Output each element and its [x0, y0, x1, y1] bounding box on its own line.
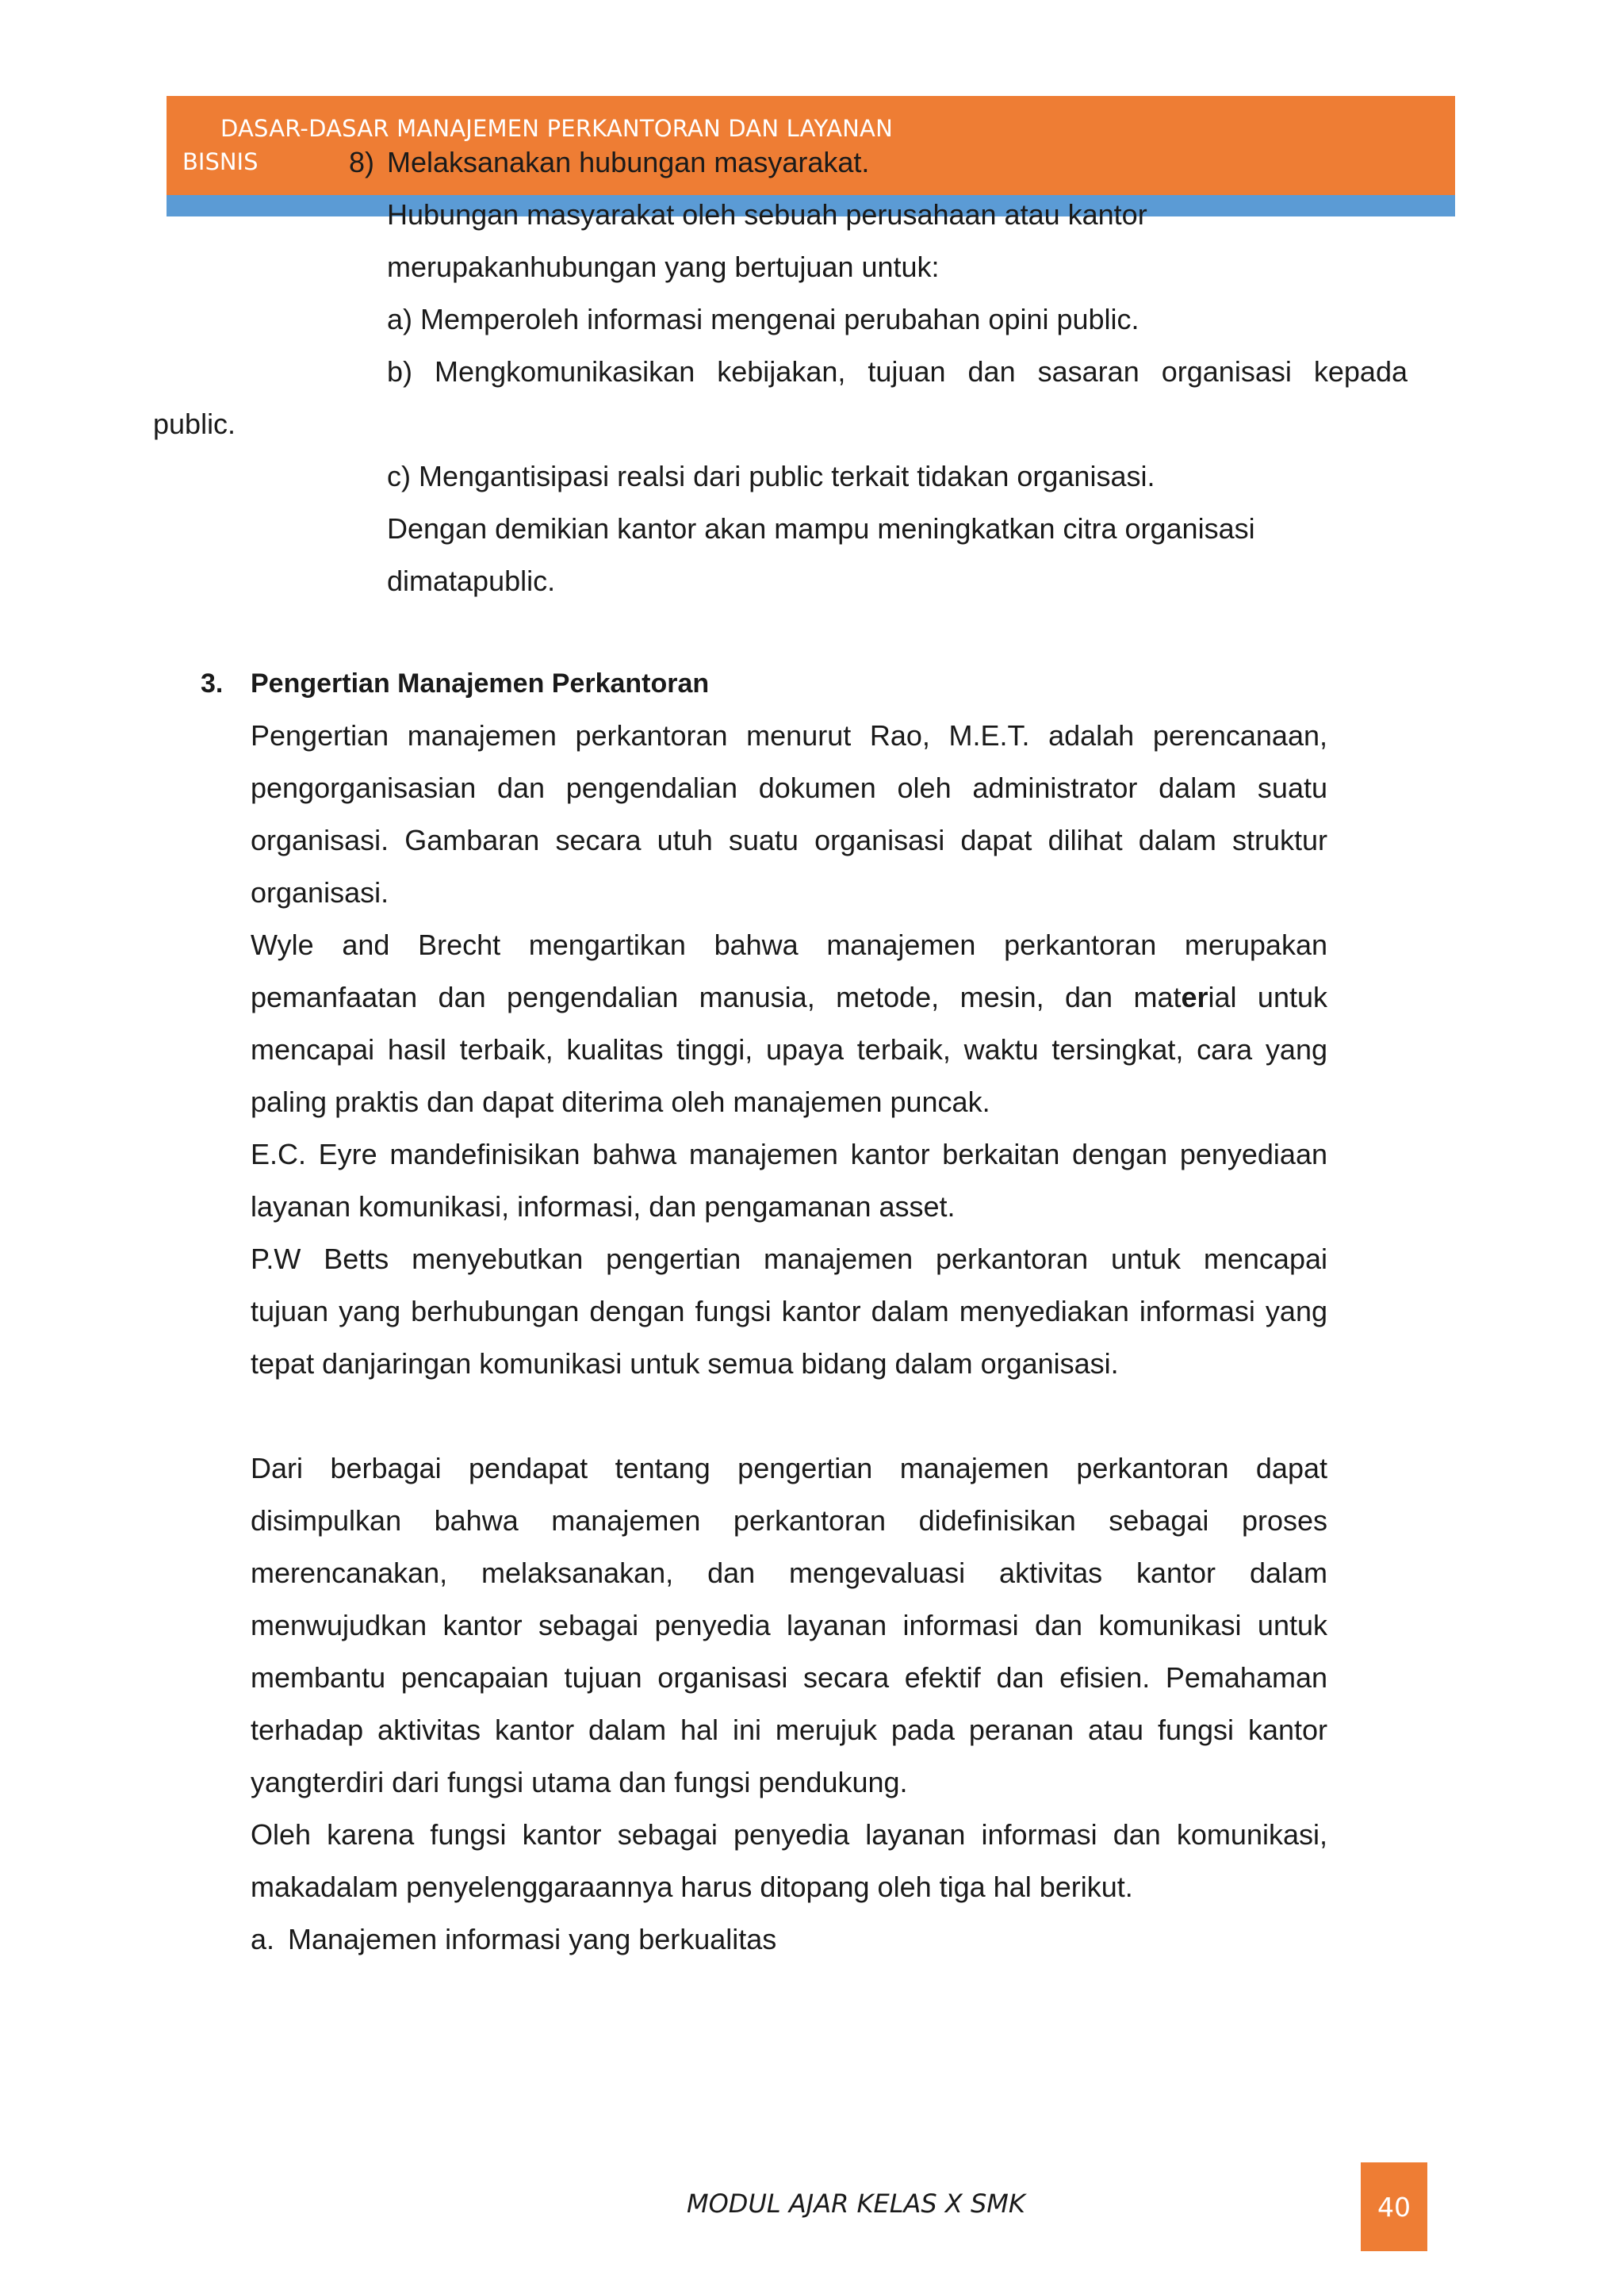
page-number: 40 [1377, 2191, 1411, 2223]
footer-text: MODUL AJAR KELAS X SMK [687, 2189, 1025, 2219]
paragraph-line: pengorganisasian dan pengendalian dokumen oleh administrator dalam suatu [251, 772, 1327, 804]
paragraph-line: tepat danjaringan komunikasi untuk semua bidang dalam organisasi. [251, 1347, 1119, 1380]
item-title: Melaksanakan hubungan masyarakat. [387, 146, 870, 178]
paragraph-line: b) Mengkomunikasikan kebijakan, tujuan dan sasaran organisasi kepada [387, 355, 1408, 388]
paragraph-line: tujuan yang berhubungan dengan fungsi kantor dalam menyediakan informasi yang [251, 1295, 1327, 1327]
paragraph-line: P.W Betts menyebutkan pengertian manajemen perkantoran untuk mencapai [251, 1243, 1327, 1275]
paragraph-line: makadalam penyelenggaraannya harus ditopang oleh tiga hal berikut. [251, 1871, 1133, 1903]
paragraph-line [251, 982, 1327, 1013]
text-run: ial untuk [1208, 981, 1327, 1013]
text-run: pemanfaatan dan pengendalian manusia, metode, mesin, dan mat [251, 981, 1182, 1013]
paragraph-line: menwujudkan kantor sebagai penyedia layanan informasi dan komunikasi untuk [251, 1609, 1327, 1641]
paragraph-line: paling praktis dan dapat diterima oleh manajemen puncak. [251, 1086, 990, 1118]
paragraph-line: E.C. Eyre mandefinisikan bahwa manajemen kantor berkaitan dengan penyediaan [251, 1138, 1327, 1170]
paragraph-line: Oleh karena fungsi kantor sebagai penyedia layanan informasi dan komunikasi, [251, 1818, 1327, 1851]
paragraph-line: organisasi. [251, 876, 389, 909]
paragraph-line: dimatapublic. [387, 565, 556, 597]
paragraph-line: merupakanhubungan yang bertujuan untuk: [387, 251, 940, 283]
header-title-continued: BISNIS [182, 148, 259, 175]
bold-text-run: er [1181, 981, 1208, 1013]
paragraph-line: a) Memperoleh informasi mengenai perubahan opini public. [387, 303, 1139, 335]
paragraph-line: mencapai hasil terbaik, kualitas tinggi, upaya terbaik, waktu tersingkat, cara yang [251, 1033, 1327, 1066]
paragraph-line: merencanakan, melaksanakan, dan mengevaluasi aktivitas kantor dalam [251, 1557, 1327, 1589]
section-number: 3. [201, 668, 224, 699]
paragraph-line: Wyle and Brecht mengartikan bahwa manajemen perkantoran merupakan [251, 929, 1327, 961]
paragraph-line: Pengertian manajemen perkantoran menurut Rao, M.E.T. adalah perencanaan, [251, 719, 1327, 752]
page-number-box [1361, 2162, 1427, 2251]
paragraph-line: layanan komunikasi, informasi, dan pengamanan asset. [251, 1190, 956, 1223]
paragraph-line: c) Mengantisipasi realsi dari public terkait tidakan organisasi. [387, 460, 1155, 492]
list-item: Manajemen informasi yang berkualitas [288, 1923, 777, 1955]
paragraph-line: membantu pencapaian tujuan organisasi secara efektif dan efisien. Pemahaman [251, 1661, 1327, 1694]
paragraph-line: disimpulkan bahwa manajemen perkantoran didefinisikan sebagai proses [251, 1504, 1327, 1537]
paragraph-line: public. [153, 408, 236, 440]
list-marker: a. [251, 1923, 275, 1955]
paragraph-line: Dengan demikian kantor akan mampu meningkatkan citra organisasi [387, 512, 1255, 545]
paragraph-line: yangterdiri dari fungsi utama dan fungsi pendukung. [251, 1766, 908, 1798]
paragraph-line: terhadap aktivitas kantor dalam hal ini merujuk pada peranan atau fungsi kantor [251, 1714, 1327, 1746]
list-number: 8) [349, 146, 375, 178]
paragraph-line: organisasi. Gambaran secara utuh suatu organisasi dapat dilihat dalam struktur [251, 824, 1327, 856]
paragraph-line: Dari berbagai pendapat tentang pengertian manajemen perkantoran dapat [251, 1452, 1327, 1484]
section-title: Pengertian Manajemen Perkantoran [251, 668, 710, 699]
paragraph-line: Hubungan masyarakat oleh sebuah perusahaan atau kantor [387, 198, 1147, 231]
header-title: DASAR-DASAR MANAJEMEN PERKANTORAN DAN LAYANAN [220, 115, 893, 142]
